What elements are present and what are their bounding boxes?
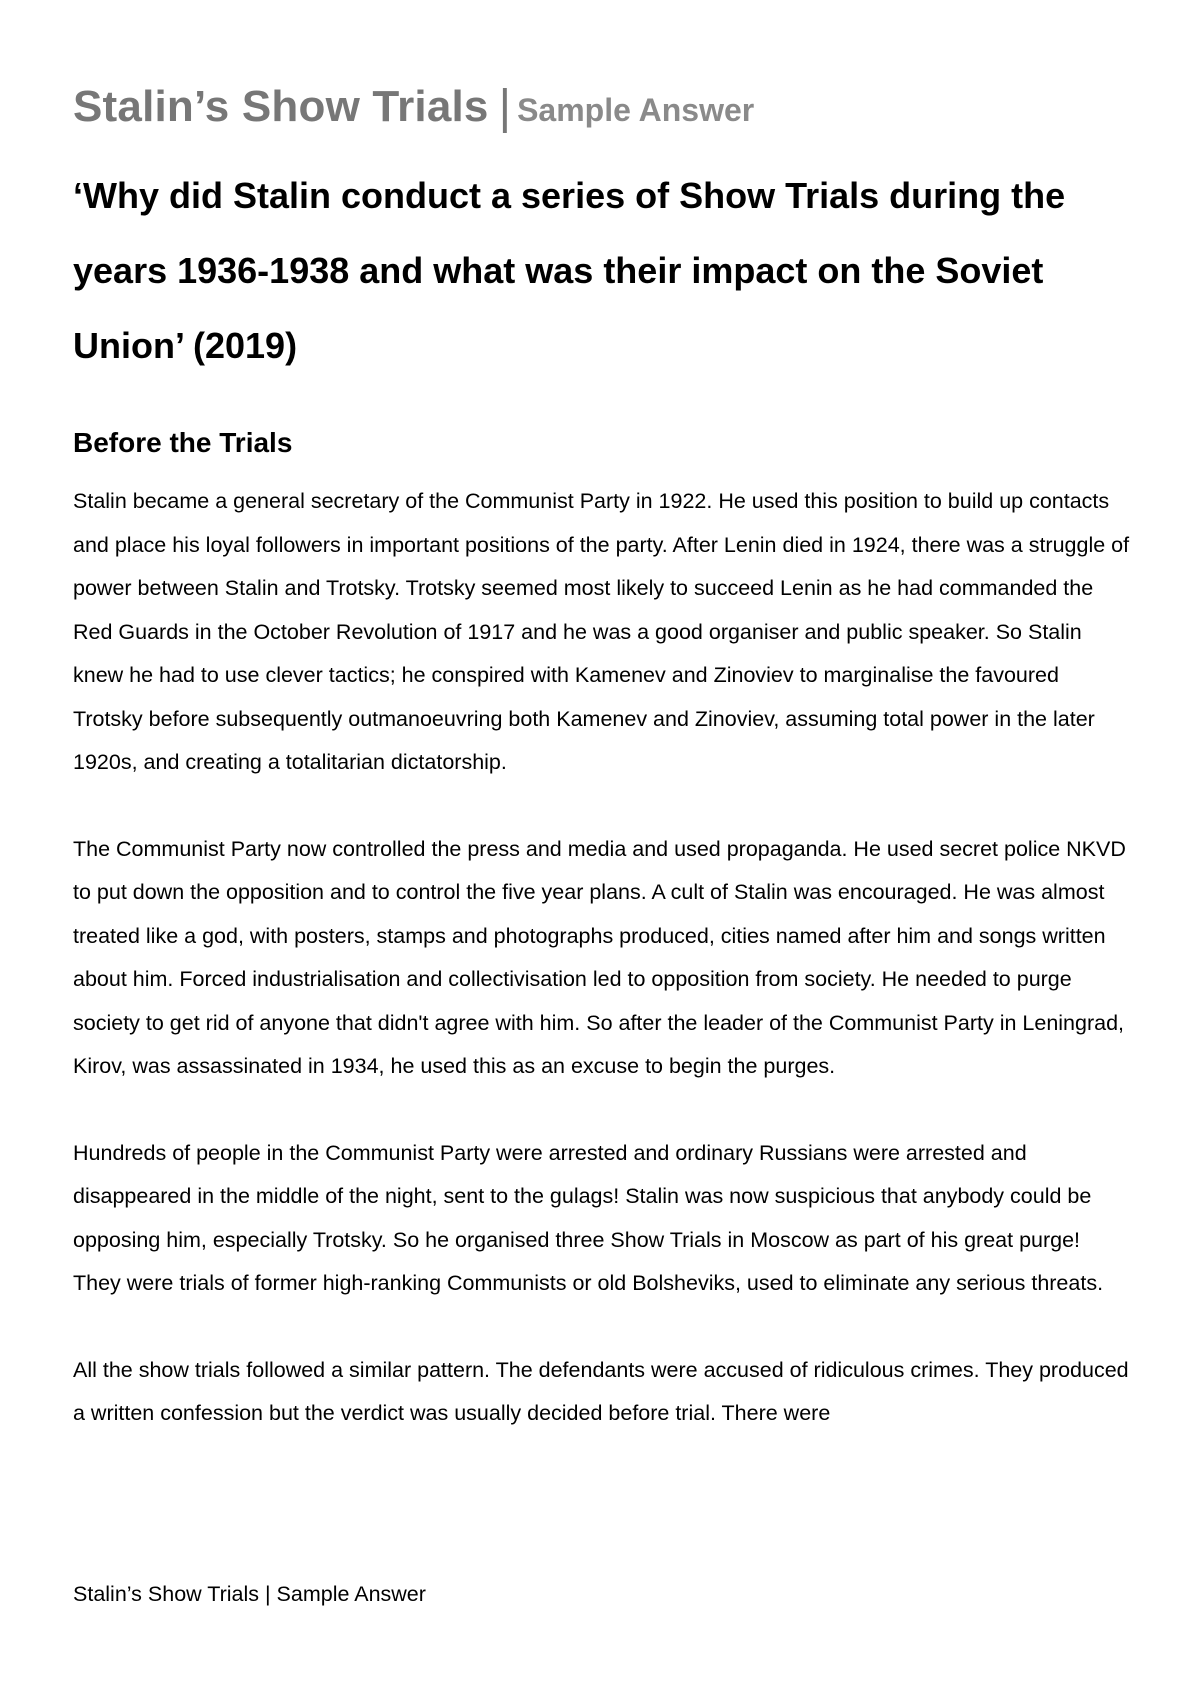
document-header <box>73 78 754 133</box>
document-subtitle: Sample Answer <box>517 92 755 128</box>
document-title: Stalin’s Show Trials <box>73 82 489 131</box>
essay-question: ‘Why did Stalin conduct a series of Show Trials during the years 1936-1938 and what was their impact on the Soviet Union’ (2019) <box>73 175 1066 366</box>
paragraph-3: Hundreds of people in the Communist Party were arrested and ordinary Russians were arrested and disappeared in the middle of the night, sent to the gulags! Stalin was now suspicious that anybody could be opposing him, especially Trotsky. So he organised three Show Trials in Moscow as part of his great purge! They were trials of former high-ranking Communists or old Bolsheviks, used to eliminate any serious threats. <box>73 1140 1104 1295</box>
section-heading: Before the Trials <box>73 427 293 458</box>
section-body <box>73 480 1133 1479</box>
page-footer: Stalin’s Show Trials | Sample Answer <box>73 1582 426 1606</box>
title-separator: | <box>498 81 512 134</box>
paragraph-1: Stalin became a general secretary of the Communist Party in 1922. He used this position to build up contacts and place his loyal followers in important positions of the party. After Lenin died in 1924, there was a struggle of power between Stalin and Trotsky. Trotsky seemed most likely to succeed Lenin as he had commanded the Red Guards in the October Revolution of 1917 and he was a good organiser and public speaker. So Stalin knew he had to use clever tactics; he conspired with Kamenev and Zinoviev to marginalise the favoured Trotsky before subsequently outmanoeuvring both Kamenev and Zinoviev, assuming total power in the later 1920s, and creating a totalitarian dictatorship. <box>73 489 1130 774</box>
paragraph-2: The Communist Party now controlled the press and media and used propaganda. He used secret police NKVD to put down the opposition and to control the five year plans. A cult of Stalin was encouraged. He was almost treated like a god, with posters, stamps and photographs produced, cities named after him and songs written about him. Forced industrialisation and collectivisation led to opposition from society. He needed to purge society to get rid of anyone that didn't agree with him. So after the leader of the Communist Party in Leningrad, Kirov, was assassinated in 1934, he used this as an excuse to begin the purges. <box>73 836 1126 1078</box>
paragraph-4: All the show trials followed a similar pattern. The defendants were accused of ridiculous crimes. They produced a written confession but the verdict was usually decided before trial. There were <box>73 1357 1129 1425</box>
